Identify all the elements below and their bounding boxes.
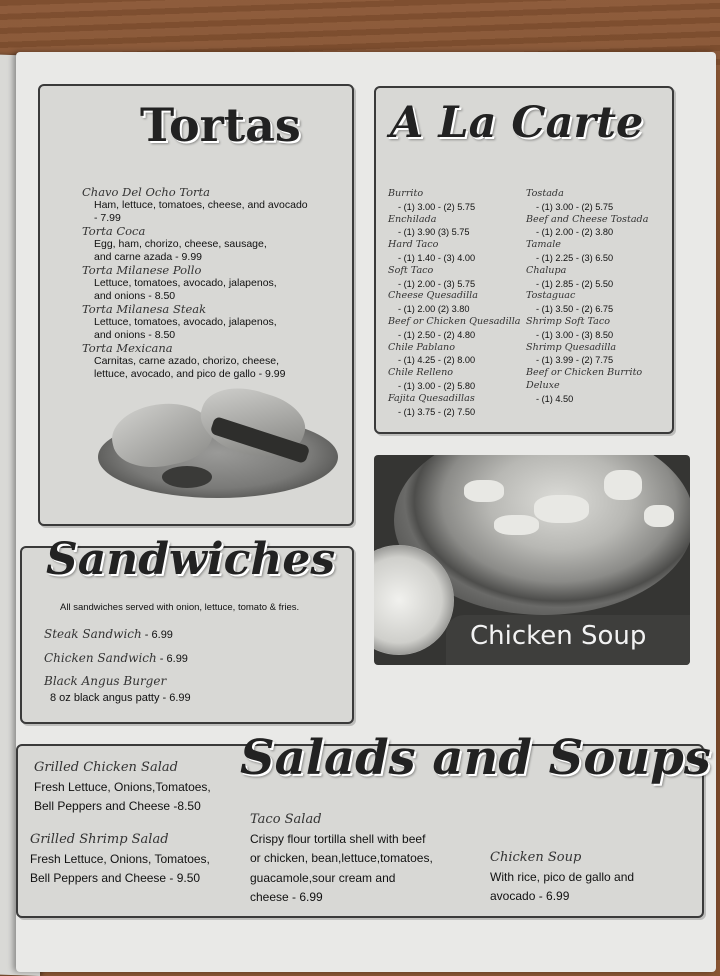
item-price: - (1) 2.25 - (3) 6.50 [536, 252, 614, 263]
menu-item [388, 188, 528, 214]
menu-item [388, 265, 528, 291]
left-page-letter [0, 134, 1, 170]
item-price: - 7.99 [94, 212, 121, 224]
item-price: - (1) 2.00 - (3) 5.75 [398, 278, 476, 289]
item-price: - (1) 4.50 [536, 393, 574, 404]
menu-item [388, 393, 528, 419]
alacarte-title: A La Carte [390, 98, 644, 148]
item-name: Torta Milanese Pollo [82, 263, 202, 277]
menu-item [526, 290, 666, 316]
item-name: Burrito [388, 188, 424, 199]
menu-item [30, 830, 240, 889]
item-name: Grilled Chicken Salad [34, 760, 178, 775]
item-name: Chile Relleno [388, 367, 454, 379]
item-price: and carne azada - 9.99 [94, 251, 202, 263]
item-desc: Carnitas, carne azado, chorizo, cheese, [94, 355, 280, 367]
tortas-title: Tortas [140, 98, 301, 152]
item-desc: Lettuce, tomatoes, avocado, jalapenos, [94, 316, 277, 328]
item-name: Hard Taco [388, 239, 439, 251]
item-name: Torta Coca [82, 224, 146, 238]
sandwiches-title: Sandwiches [46, 534, 336, 585]
item-name: Tamale [526, 239, 561, 251]
item-name: Grilled Shrimp Salad [30, 832, 169, 847]
item-price: - (1) 3.99 - (2) 7.75 [536, 355, 614, 366]
item-price: - (1) 3.75 - (2) 7.50 [398, 406, 476, 417]
item-price: and onions - 8.50 [94, 290, 176, 302]
alacarte-left-column [388, 188, 528, 418]
item-price: - (1) 3.50 - (2) 6.75 [536, 304, 614, 315]
item-name: Beef or Chicken Burrito Deluxe [526, 367, 643, 391]
item-desc: Egg, ham, chorizo, cheese, sausage, [94, 238, 267, 250]
item-desc: Lettuce, tomatoes, avocado, jalapenos, [94, 277, 277, 289]
sandwiches-list [44, 626, 344, 706]
item-desc: Fresh Lettuce, Onions,Tomatoes, [34, 779, 211, 794]
menu-item [388, 367, 528, 393]
item-name: Tostada [526, 188, 564, 199]
item-desc: With rice, pico de gallo and [490, 869, 635, 884]
menu-item [526, 214, 666, 240]
item-name: Tostaguac [526, 290, 576, 302]
item-price: - (1) 3.00 - (3) 8.50 [536, 329, 614, 340]
menu-item [526, 188, 666, 214]
sandwiches-section [20, 534, 354, 724]
menu-item [388, 239, 528, 265]
menu-item [82, 264, 342, 303]
item-price: - (1) 2.00 (2) 3.80 [398, 304, 470, 315]
item-desc: guacamole,sour cream and [250, 870, 396, 885]
item-name: Enchilada [388, 213, 437, 225]
item-desc: 8 oz black angus patty - 6.99 [50, 691, 191, 704]
item-price: and onions - 8.50 [94, 329, 176, 341]
menu-item [526, 239, 666, 265]
item-desc: cheese - 6.99 [250, 890, 323, 904]
item-price: - (1) 3.00 - (2) 5.80 [398, 380, 476, 391]
menu-item [526, 342, 666, 368]
item-price: - (1) 1.40 - (3) 4.00 [398, 252, 476, 263]
salads-soups-section [16, 730, 711, 918]
item-name: Chavo Del Ocho Torta [82, 185, 211, 199]
item-desc: Crispy flour tortilla shell with beef [250, 831, 426, 846]
menu-item [82, 303, 342, 342]
menu-item [526, 367, 666, 405]
menu-item [250, 810, 470, 908]
item-price: - (1) 2.85 - (2) 5.50 [536, 278, 614, 289]
item-desc: avocado - 6.99 [490, 889, 570, 903]
item-price: - (1) 2.50 - (2) 4.80 [398, 329, 476, 340]
chicken-chunk [494, 515, 539, 535]
item-price: - (1) 3.00 - (2) 5.75 [536, 201, 614, 212]
tortas-list [82, 186, 342, 381]
menu-item [82, 186, 342, 225]
chicken-chunk [604, 470, 642, 500]
alacarte-right-column [526, 188, 666, 406]
item-name: Torta Mexicana [82, 341, 173, 355]
item-name: Chicken Soup [490, 850, 582, 865]
menu-item [388, 214, 528, 240]
menu-item [34, 758, 244, 817]
item-price: - (1) 3.00 - (2) 5.75 [398, 201, 476, 212]
item-price: - 6.99 [159, 652, 188, 665]
item-price: - (1) 4.25 - (2) 8.00 [398, 355, 476, 366]
item-name: Steak Sandwich [44, 627, 142, 641]
soup-photo-label: Chicken Soup [470, 621, 647, 651]
item-price: - 6.99 [144, 629, 173, 641]
item-name: Chalupa [526, 264, 567, 276]
item-desc: Bell Peppers and Cheese - 9.50 [30, 871, 201, 885]
sandwiches-note: All sandwiches served with onion, lettuce, tomato & fries. [60, 602, 300, 613]
menu-item [388, 290, 528, 316]
chicken-chunk [534, 495, 589, 523]
menu-item [526, 265, 666, 291]
item-price: - (1) 2.00 - (2) 3.80 [536, 227, 614, 238]
salads-soups-title: Salads and Soups [240, 730, 711, 786]
item-name: Taco Salad [250, 812, 322, 827]
item-desc: or chicken, bean,lettuce,tomatoes, [250, 851, 433, 865]
item-name: Soft Taco [388, 264, 434, 276]
chicken-chunk [464, 480, 504, 502]
item-name: Torta Milanesa Steak [82, 302, 207, 316]
menu-item [44, 650, 344, 668]
item-price: - (1) 3.90 (3) 5.75 [398, 227, 470, 238]
item-name: Chicken Sandwich [44, 650, 157, 665]
item-name: Chile Pablano [388, 341, 456, 353]
item-desc: Ham, lettuce, tomatoes, cheese, and avocado [94, 199, 308, 211]
menu-item [388, 342, 528, 368]
tortas-section [38, 84, 354, 526]
item-desc: Bell Peppers and Cheese -8.50 [34, 799, 201, 813]
menu-item [82, 342, 342, 381]
item-desc: Fresh Lettuce, Onions, Tomatoes, [30, 851, 210, 866]
chicken-soup-photo [374, 455, 690, 665]
menu-item [44, 673, 344, 706]
menu-item [82, 225, 342, 264]
item-name: Beef and Cheese Tostada [526, 213, 649, 225]
menu-item [490, 848, 690, 907]
item-name: Beef or Chicken Quesadilla [388, 315, 521, 327]
menu-item [526, 316, 666, 342]
item-name: Black Angus Burger [44, 674, 167, 688]
item-name: Shrimp Soft Taco [526, 315, 611, 327]
alacarte-section [374, 86, 674, 434]
menu-page [16, 52, 716, 972]
item-price: lettuce, avocado, and pico de gallo - 9.99 [94, 368, 286, 380]
menu-item [388, 316, 528, 342]
item-name: Fajita Quesadillas [388, 392, 475, 404]
item-name: Shrimp Quesadilla [526, 341, 617, 353]
jalapeno-photo [162, 466, 212, 488]
menu-item [44, 626, 344, 644]
item-name: Cheese Quesadilla [388, 290, 478, 302]
chicken-chunk [644, 505, 674, 527]
